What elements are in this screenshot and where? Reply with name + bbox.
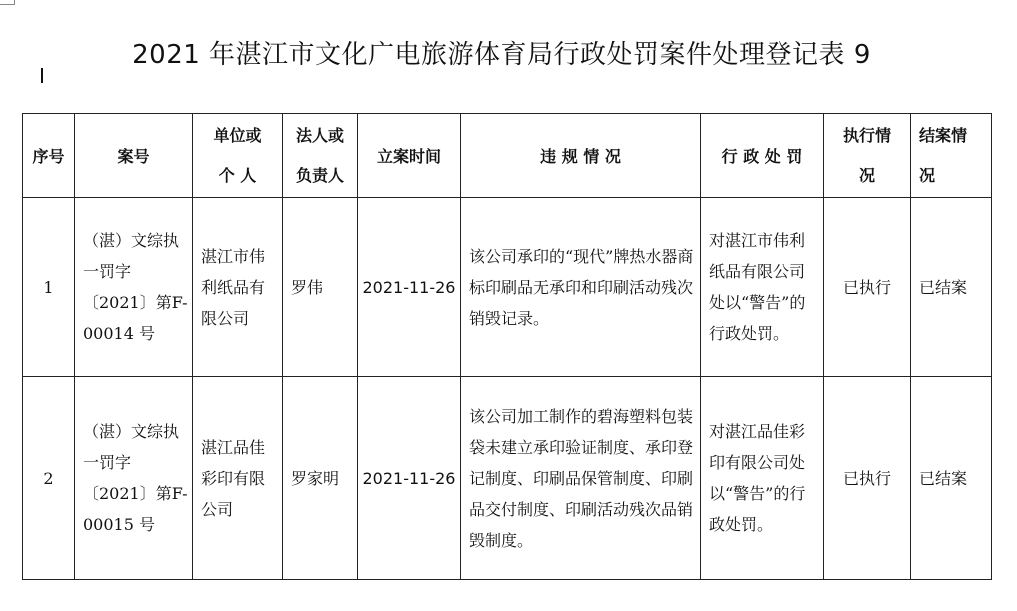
header-penalty: 行 政 处 罚 <box>701 114 824 198</box>
cell-legal-rep: 罗家明 <box>283 377 358 580</box>
cell-violation: 该公司承印的“现代”牌热水器商标印刷品无承印和印刷活动残次销毁记录。 <box>461 198 701 377</box>
cell-closure: 已结案 <box>911 198 992 377</box>
cell-case-no: （湛）文综执一罚字〔2021〕第F-00014 号 <box>75 198 193 377</box>
header-execution-line1: 执行情 <box>842 125 891 145</box>
cell-execution: 已执行 <box>824 198 911 377</box>
header-closure <box>911 114 992 198</box>
cell-penalty: 对湛江品佳彩印有限公司处以“警告”的行政处罚。 <box>701 377 824 580</box>
header-filed-date: 立案时间 <box>358 114 461 198</box>
cell-legal-rep: 罗伟 <box>283 198 358 377</box>
page-title: 2021 年湛江市文化广电旅游体育局行政处罚案件处理登记表 9 <box>132 40 871 71</box>
table-row <box>23 198 992 377</box>
cell-case-no: （湛）文综执一罚字〔2021〕第F-00015 号 <box>75 377 193 580</box>
header-closure-line1: 结案情 <box>919 125 968 145</box>
table-header-row <box>23 114 992 198</box>
header-seq: 序号 <box>23 114 75 198</box>
cell-filed-date: 2021-11-26 <box>358 377 461 580</box>
header-legal-line1: 法人或 <box>295 125 344 145</box>
cell-violation: 该公司加工制作的碧海塑料包装袋未建立承印验证制度、承印登记制度、印刷品保管制度、印刷品交付制度、印刷活动残次品销毁制度。 <box>461 377 701 580</box>
table-row <box>23 377 992 580</box>
header-violation: 违 规 情 况 <box>461 114 701 198</box>
cell-closure: 已结案 <box>911 377 992 580</box>
page-corner-mark <box>0 0 15 5</box>
header-case-no: 案号 <box>75 114 193 198</box>
cell-filed-date: 2021-11-26 <box>358 198 461 377</box>
header-legal-rep <box>283 114 358 198</box>
text-cursor <box>41 68 43 83</box>
cell-seq: 2 <box>23 377 75 580</box>
cell-penalty: 对湛江市伟利纸品有限公司处以“警告”的行政处罚。 <box>701 198 824 377</box>
header-execution <box>824 114 911 198</box>
cell-party: 湛江市伟利纸品有限公司 <box>193 198 283 377</box>
cell-execution: 已执行 <box>824 377 911 580</box>
header-party-line2: 个 人 <box>218 165 257 185</box>
header-party <box>193 114 283 198</box>
header-party-line1: 单位或 <box>213 125 262 145</box>
header-closure-line2: 况 <box>919 165 936 185</box>
penalty-register-table <box>22 113 992 580</box>
header-execution-line2: 况 <box>858 165 875 185</box>
header-legal-line2: 负责人 <box>295 165 344 185</box>
cell-party: 湛江品佳彩印有限公司 <box>193 377 283 580</box>
cell-seq: 1 <box>23 198 75 377</box>
